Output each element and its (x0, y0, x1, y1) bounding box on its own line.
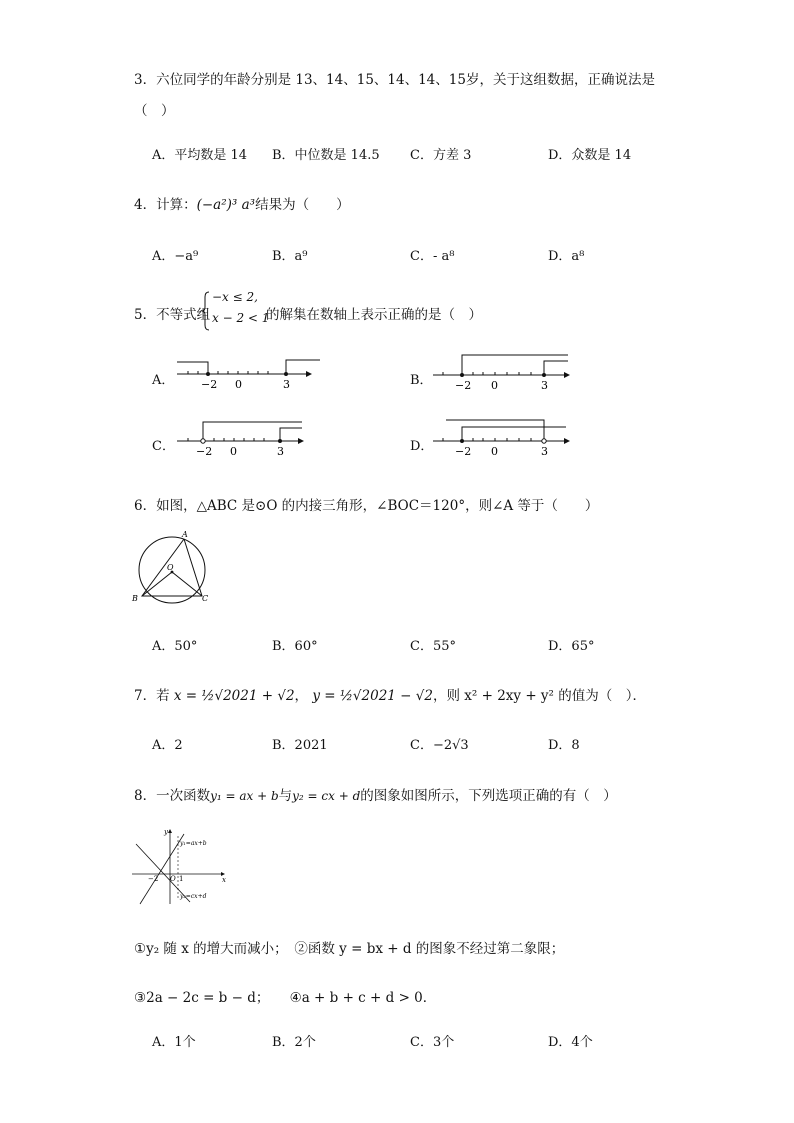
q8-label-y2: y₂=cx+d (180, 893, 207, 900)
q8-graph-figure (130, 826, 230, 906)
q5-system-line2: x − 2 < 1 (212, 311, 270, 325)
q6-stem: 6．如图，△ABC 是⊙O 的内接三角形，∠BOC＝120°，则∠A 等于（ ） (134, 498, 599, 514)
q5-a-tick-3: 3 (283, 378, 290, 391)
q3-stem-line2: （ ） (134, 103, 175, 119)
q5-option-c-label: C． (152, 439, 175, 454)
q8-option-c: C．3个 (410, 1035, 455, 1050)
q6-label-c: C (202, 594, 209, 603)
q6-option-c: C．55° (410, 639, 456, 654)
q6-label-o: O (167, 563, 174, 572)
q6-option-a: A．50° (152, 639, 198, 654)
q5-option-b-label: B． (410, 373, 433, 388)
q7-option-d: D．8 (548, 738, 580, 753)
q6-option-d: D．65° (548, 639, 595, 654)
q5-option-d-label: D． (410, 439, 434, 454)
q5-c-tick-0: 0 (230, 445, 237, 458)
q5-option-a-label: A． (152, 373, 175, 388)
q6-option-b: B．60° (272, 639, 318, 654)
q5-a-tick-minus2: −2 (201, 378, 218, 391)
q5-number-line-d (428, 414, 578, 460)
q5-d-tick-minus2: −2 (455, 445, 472, 458)
q8-option-b: B．2个 (272, 1035, 316, 1050)
q7-suffix: ，则 x² + 2xy + y² 的值为（ ）． (432, 688, 646, 704)
q7-option-a: A．2 (152, 738, 183, 753)
q8-statement-line1: ①y₂ 随 x 的增大而减小； ②函数 y = bx + d 的图象不经过第二象限； (134, 941, 565, 957)
q5-number-line-a (172, 352, 322, 394)
q5-number-line-c (172, 416, 322, 460)
q5-number-line-b (428, 350, 578, 394)
q3-stem-line1: 3．六位同学的年龄分别是 13、14、15、14、14、15岁，关于这组数据，正确说法是 (134, 72, 655, 88)
q4-option-b: B．a⁹ (272, 249, 308, 264)
q3-option-b: B．中位数是 14.5 (272, 148, 380, 163)
q8-stem-suffix: 的图象如图所示，下列选项正确的有（ ） (360, 788, 617, 804)
q6-label-b: B (132, 594, 138, 603)
q6-circle-figure (128, 528, 218, 608)
q4-stem (134, 193, 350, 213)
q8-stem-prefix: 8．一次函数 (134, 788, 211, 804)
q5-c-tick-3: 3 (277, 445, 284, 458)
q5-prefix: 5．不等式组 (134, 307, 211, 323)
q5-system-brace (202, 291, 210, 331)
q4-option-c: C．- a⁸ (410, 249, 455, 264)
q5-b-tick-3: 3 (541, 379, 548, 392)
q3-option-a: A．平均数是 14 (152, 148, 248, 163)
q7-stem: 7．若 x = ½√2021 + √2， y = ½√2021 − √2，则 x² + 2xy + y² 的值为（ ）． (134, 688, 646, 704)
q8-stem (134, 784, 617, 804)
q8-statement-line2: ③2a − 2c = b − d； ④a + b + c + d > 0． (134, 990, 437, 1006)
q8-label-minus2: −2 (148, 875, 159, 883)
q4-prefix: 4．计算： (134, 197, 197, 213)
q5-a-tick-0: 0 (235, 378, 242, 391)
q3-option-c: C．方差 3 (410, 148, 472, 163)
q7-option-c: C．−2√3 (410, 738, 469, 753)
q5-d-tick-0: 0 (491, 445, 498, 458)
q8-function-2: y₂ = cx + d (292, 789, 361, 803)
q7-prefix: 7．若 (134, 688, 170, 704)
q5-system-line1: −x ≤ 2, (212, 290, 258, 304)
q5-b-tick-0: 0 (491, 379, 498, 392)
q5-c-tick-minus2: −2 (196, 445, 213, 458)
q6-label-a: A (182, 530, 188, 539)
q4-suffix: 结果为（ ） (255, 197, 350, 213)
q5-b-tick-minus2: −2 (455, 379, 472, 392)
q3-option-d: D．众数是 14 (548, 148, 632, 163)
q7-y-definition: y = ½√2021 − √2 (312, 688, 433, 704)
q8-label-y1: y₁=ax+b (180, 840, 207, 847)
q8-stem-mid: 与 (278, 788, 293, 804)
q8-function-1: y₁ = ax + b (210, 789, 279, 803)
q8-label-1: 1 (179, 875, 184, 883)
q4-expression: (−a²)³ a³ (196, 197, 256, 213)
q8-option-a: A．1个 (152, 1035, 196, 1050)
q7-option-b: B．2021 (272, 738, 328, 753)
q8-label-x: x (222, 876, 226, 884)
q4-option-a: A．−a⁹ (152, 249, 199, 264)
q7-x-definition: x = ½√2021 + √2 (173, 688, 295, 704)
q5-suffix: 的解集在数轴上表示正确的是（ ） (266, 307, 482, 323)
q8-label-o: O (170, 875, 176, 883)
q4-option-d: D．a⁸ (548, 249, 585, 264)
q5-d-tick-3: 3 (541, 445, 548, 458)
q8-option-d: D．4个 (548, 1035, 593, 1050)
q8-label-y: y (164, 828, 168, 836)
